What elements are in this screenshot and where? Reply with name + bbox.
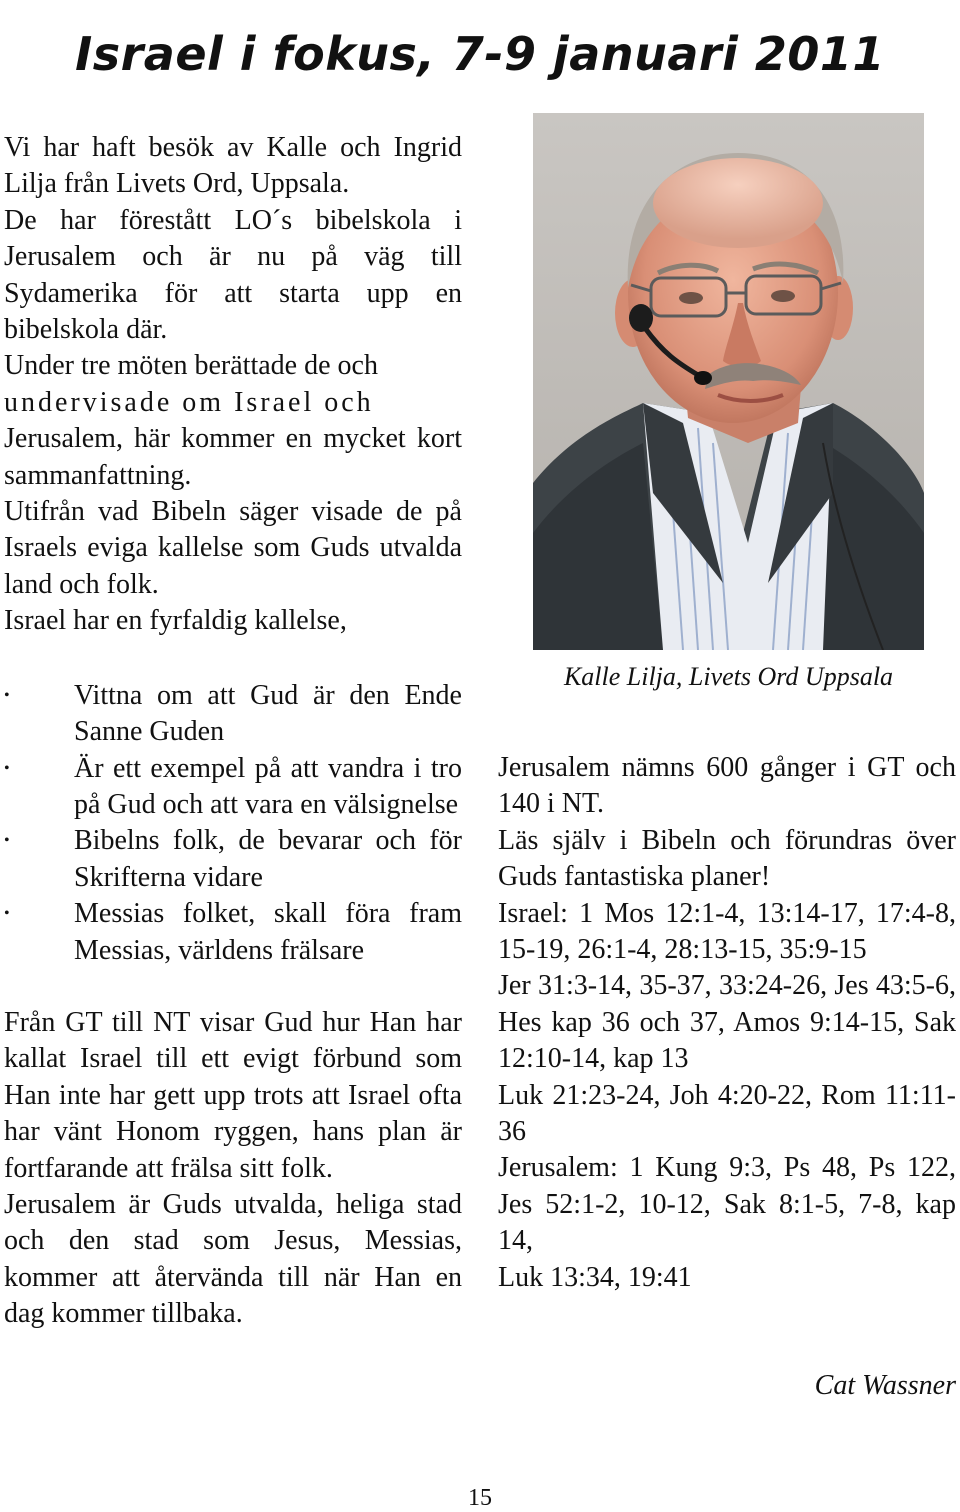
luke-references: Luk 13:34, 19:41 bbox=[498, 1261, 692, 1293]
jerusalem-paragraph: Jerusalem är Guds utvalda, heliga stad och den stad som Jesus, Messias, kommer att återvända till när Han en dag kommer tillbaka. bbox=[4, 1188, 462, 1330]
list-item bbox=[4, 678, 462, 751]
calling-list bbox=[4, 678, 462, 969]
page-title: Israel i fokus, 7-9 januari 2011 bbox=[75, 26, 885, 81]
bullet-icon: • bbox=[4, 905, 10, 923]
page-number: 15 bbox=[468, 1485, 492, 1511]
israel-references: Israel: 1 Mos 12:1-4, 13:14-17, 17:4-8, 15-19, 26:1-4, 28:13-15, 35:9-15 bbox=[498, 897, 956, 966]
jerusalem-count-paragraph: Jerusalem nämns 600 gånger i GT och 140 i NT. bbox=[498, 752, 956, 820]
bullet-icon: • bbox=[4, 686, 10, 704]
speaker-photo bbox=[533, 113, 924, 650]
list-item bbox=[4, 896, 462, 969]
list-item-text: Vittna om att Gud är den Ende Sanne Guden bbox=[74, 679, 462, 748]
bullet-icon: • bbox=[4, 832, 10, 850]
bible-paragraph: Utifrån vad Bibeln säger visade de på Israels eviga kallelse som Guds utvalda land och folk. bbox=[4, 496, 462, 600]
nt-references: Luk 21:23-24, Joh 4:20-22, Rom 11:11-36 bbox=[498, 1079, 956, 1148]
list-item-text: Bibelns folk, de bevarar och för Skrifterna vidare bbox=[74, 825, 462, 893]
intro-paragraph: Vi har haft besök av Kalle och Ingrid Lilja från Livets Ord, Uppsala. bbox=[4, 132, 462, 200]
list-item-text: Är ett exempel på att vandra i tro på Gud och att vara en välsignelse bbox=[74, 752, 462, 820]
teaching-line-2: undervisade om Israel och bbox=[4, 386, 374, 418]
list-item-text: Messias folket, skall föra fram Messias, världens frälsare bbox=[74, 898, 462, 966]
teaching-summary: Jerusalem, här kommer en mycket kort sammanfattning. bbox=[4, 423, 462, 491]
read-yourself-paragraph: Läs själv i Bibeln och förundras över Guds fantastiska planer! bbox=[498, 824, 956, 893]
covenant-paragraph: Från GT till NT visar Gud hur Han har kallat Israel till ett evigt förbund som Han inte har gett upp trots att Israel ofta har vänt Honom ryggen, hans plan är fortfarande att frälsa sitt folk. bbox=[4, 1006, 462, 1184]
calling-intro: Israel har en fyrfaldig kallelse, bbox=[4, 605, 347, 637]
bible-school-paragraph: De har förestått LO´s bibelskola i Jerusalem och är nu på väg till Sydamerika för att starta upp en bibelskola där. bbox=[4, 204, 462, 346]
teaching-line-1: Under tre möten berättade de och bbox=[4, 350, 378, 382]
author-signature: Cat Wassner bbox=[814, 1370, 956, 1401]
jerusalem-references: Jerusalem: 1 Kung 9:3, Ps 48, Ps 122, Jes 52:1-2, 10-12, Sak 8:1-5, 7-8, kap 14, bbox=[498, 1152, 956, 1257]
left-column bbox=[4, 130, 462, 1333]
list-item bbox=[4, 823, 462, 896]
prophets-references: Jer 31:3-14, 35-37, 33:24-26, Jes 43:5-6, Hes kap 36 och 37, Amos 9:14-15, Sak 12:10-14, kap 13 bbox=[498, 970, 956, 1075]
bullet-icon: • bbox=[4, 759, 10, 777]
right-column bbox=[498, 750, 956, 1296]
list-item bbox=[4, 751, 462, 824]
photo-caption: Kalle Lilja, Livets Ord Uppsala bbox=[563, 662, 894, 691]
